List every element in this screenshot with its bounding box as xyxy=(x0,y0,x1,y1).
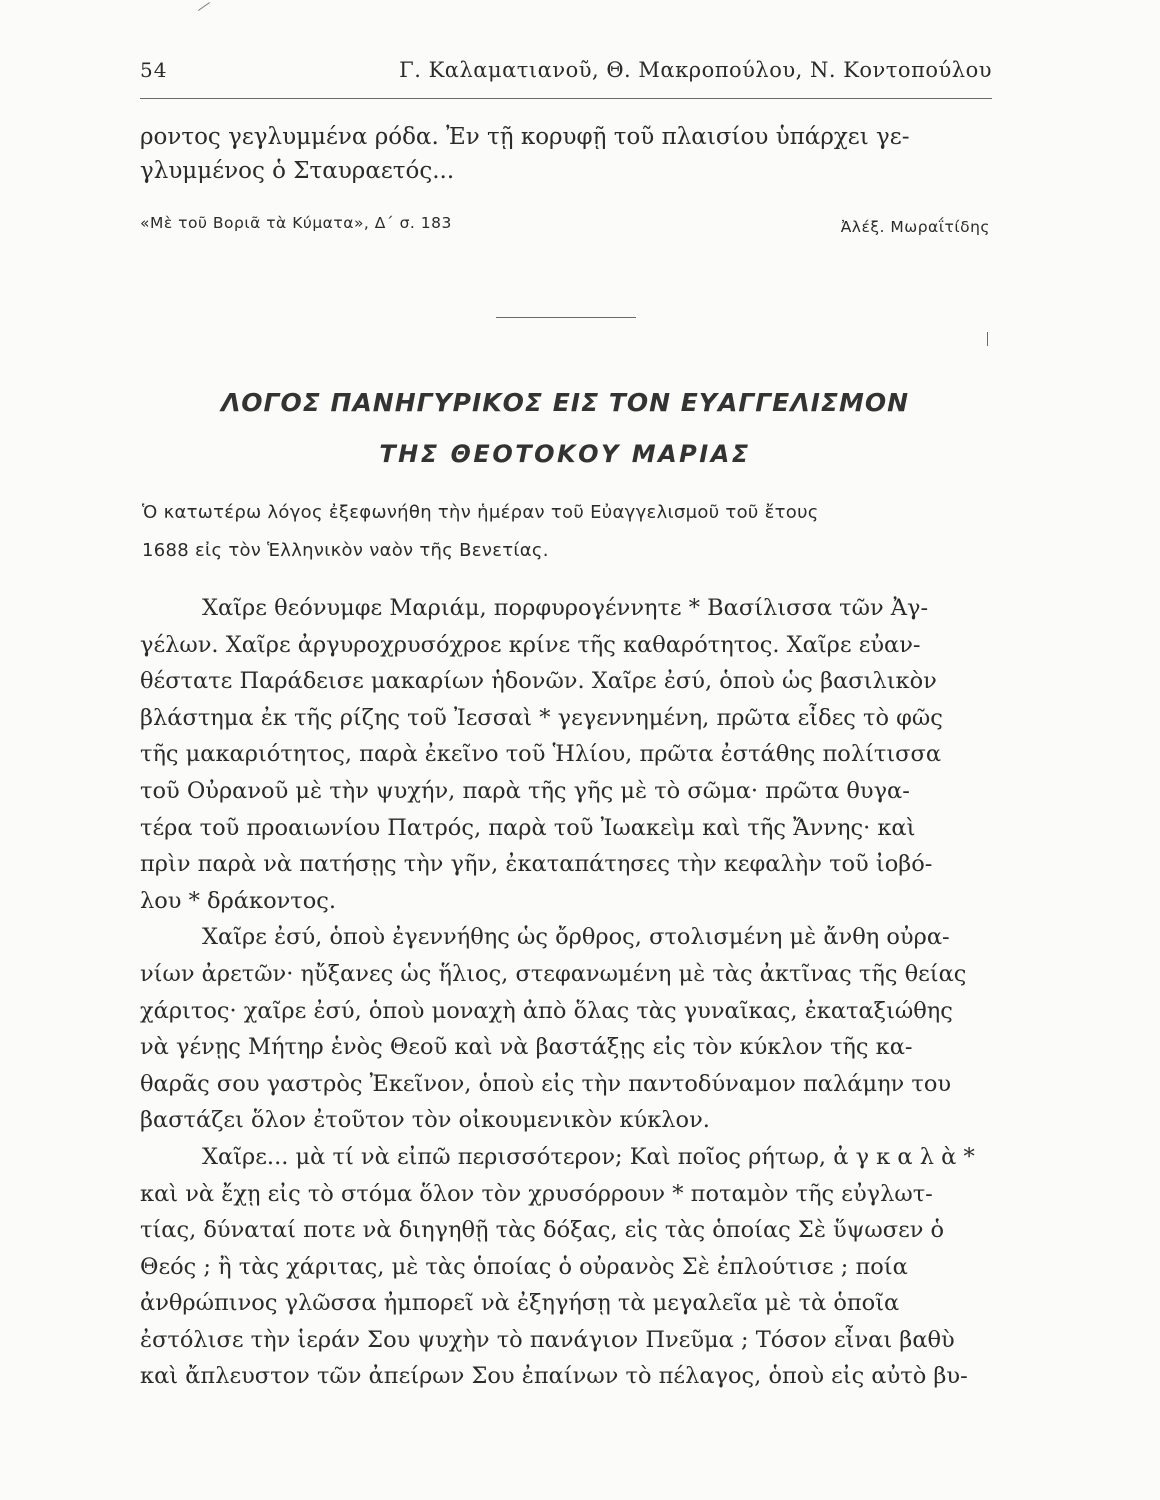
body-line: Χαῖρε ἐσύ, ὁποὺ ἐγεννήθης ὡς ὄρθρος, στολισμένη μὲ ἄνθη οὐρα- xyxy=(202,924,950,951)
quote-line: γλυμμένος ὁ Σταυραετός... xyxy=(140,158,455,184)
intro-note xyxy=(142,494,1002,570)
body-line: ἐστόλισε τὴν ἱεράν Σου ψυχὴν τὸ πανάγιον Πνεῦμα ; Τόσον εἶναι βαθὺ xyxy=(140,1326,955,1353)
body-line: τίας, δύναταί ποτε νὰ διηγηθῇ τὰς δόξας, εἰς τὰς ὁποίας Σὲ ὕψωσεν ὁ xyxy=(140,1217,945,1244)
section-title-line-1: ΛΟΓΟΣ ΠΑΝΗΓΥΡΙΚΟΣ ΕΙΣ ΤΟΝ ΕΥΑΓΓΕΛΙΣΜΟΝ xyxy=(220,388,910,417)
body-line: χάριτος· χαῖρε ἐσύ, ὁποὺ μοναχὴ ἀπὸ ὅλας τὰς γυναῖκας, ἐκαταξιώθης xyxy=(140,997,953,1024)
body-line: Χαῖρε θεόνυμφε Μαριάμ, πορφυρογέννητε * Βασίλισσα τῶν Ἀγ- xyxy=(202,595,929,621)
body-line: νὰ γένῃς Μήτηρ ἑνὸς Θεοῦ καὶ νὰ βαστάξῃς εἰς τὸν κύκλον τῆς κα- xyxy=(140,1034,913,1061)
stray-pen-mark xyxy=(198,2,210,11)
body-line: βλάστημα ἐκ τῆς ρίζης τοῦ Ἰεσσαὶ * γεγεννημένη, πρῶτα εἶδες τὸ φῶς xyxy=(140,704,943,731)
body-line: Χαῖρε... μὰ τί νὰ εἰπῶ περισσότερον; Καὶ ποῖος ρήτωρ, ἀ γ κ α λ ὰ * xyxy=(202,1143,975,1170)
body-line: τοῦ Οὐρανοῦ μὲ τὴν ψυχήν, παρὰ τῆς γῆς μὲ τὸ σῶμα· πρῶτα θυγα- xyxy=(140,777,910,804)
intro-line: Ὁ κατωτέρω λόγος ἐξεφωνήθη τὴν ἡμέραν τοῦ Εὐαγγελισμοῦ τοῦ ἔτους xyxy=(142,502,819,523)
page-header xyxy=(140,50,992,99)
margin-mark xyxy=(987,332,988,346)
sermon-body xyxy=(140,590,1000,1395)
running-head-authors: Γ. Καλαματιανοῦ, Θ. Μακροπούλου, Ν. Κοντοπούλου xyxy=(399,58,992,82)
citation-author: Ἀλέξ. Μωραΐτίδης xyxy=(840,218,990,236)
section-separator xyxy=(496,317,636,318)
page-number: 54 xyxy=(140,58,168,82)
intro-line: 1688 εἰς τὸν Ἑλληνικὸν ναὸν τῆς Βενετίας. xyxy=(142,540,549,561)
citation-source: «Μὲ τοῦ Βοριᾶ τὰ Κύματα», Δ΄ σ. 183 xyxy=(140,214,452,232)
body-line: ἀνθρώπινος γλῶσσα ἠμπορεῖ νὰ ἐξηγήσῃ τὰ μεγαλεῖα μὲ τὰ ὁποῖα xyxy=(140,1290,900,1317)
quoted-excerpt xyxy=(140,120,1000,188)
body-line: βαστάζει ὅλον ἐτοῦτον τὸν οἰκουμενικὸν κύκλον. xyxy=(140,1107,710,1134)
body-line: πρὶν παρὰ νὰ πατήσῃς τὴν γῆν, ἐκαταπάτησες τὴν κεφαλὴν τοῦ ἰοβό- xyxy=(140,851,933,878)
body-line: λου * δράκοντος. xyxy=(140,887,337,914)
body-line: γέλων. Χαῖρε ἀργυροχρυσόχροε κρίνε τῆς καθαρότητος. Χαῖρε εὐαν- xyxy=(140,631,921,658)
body-line: νίων ἀρετῶν· ηὔξανες ὡς ἥλιος, στεφανωμένη μὲ τὰς ἀκτῖνας τῆς θείας xyxy=(140,960,967,987)
quote-line: ροντος γεγλυμμένα ρόδα. Ἐν τῇ κορυφῇ τοῦ πλαισίου ὑπάρχει γε- xyxy=(140,124,910,150)
section-title-line-2: ΤΗΣ ΘΕΟΤΟΚΟΥ ΜΑΡΙΑΣ xyxy=(379,440,751,468)
body-line: Θεός ; ἢ τὰς χάριτας, μὲ τὰς ὁποίας ὁ οὐρανὸς Σὲ ἐπλούτισε ; ποία xyxy=(140,1253,908,1280)
body-line: καὶ ἄπλευστον τῶν ἀπείρων Σου ἐπαίνων τὸ πέλαγος, ὁποὺ εἰς αὐτὸ βυ- xyxy=(140,1363,968,1390)
body-line: τέρα τοῦ προαιωνίου Πατρός, παρὰ τοῦ Ἰωακεὶμ καὶ τῆς Ἄννης· καὶ xyxy=(140,814,916,841)
body-line: θαρᾶς σου γαστρὸς Ἐκεῖνον, ὁποὺ εἰς τὴν παντοδύναμον παλάμην του xyxy=(140,1070,952,1097)
body-line: τῆς μακαριότητος, παρὰ ἐκεῖνο τοῦ Ἡλίου, πρῶτα ἐστάθης πολίτισσα xyxy=(140,741,942,768)
body-line: καὶ νὰ ἔχῃ εἰς τὸ στόμα ὅλον τὸν χρυσόρρουν * ποταμὸν τῆς εὐγλωτ- xyxy=(140,1180,933,1207)
citation xyxy=(140,212,990,242)
body-line: θέστατε Παράδεισε μακαρίων ἡδονῶν. Χαῖρε ἐσύ, ὁποὺ ὡς βασιλικὸν xyxy=(140,668,937,695)
